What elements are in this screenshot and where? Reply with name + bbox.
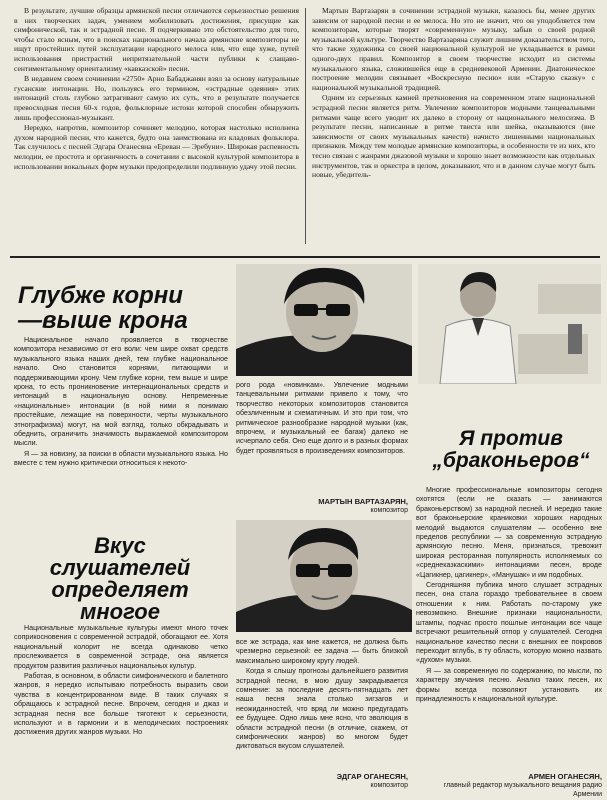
article2-headline (20, 535, 220, 623)
headline-line: Я против (459, 427, 563, 450)
paragraph: все же эстрада, как мне кажется, не должна быть чрезмерно серьезной: ее задача — быть близкой максимально широкому кругу людей. (236, 638, 408, 665)
top-column-2 (312, 6, 595, 250)
article1-column-2 (236, 381, 408, 493)
paragraph: Национальные музыкальные культуры имеют много точек соприкосновения с современной эстрадой, обогащают ее. Хотя национальный колорит не всегда одинаково четко прослеживается в современной эстраде, она является продуктом развития различных национальных культур. (14, 624, 228, 670)
article3-signature (416, 772, 602, 800)
headline-line: Глубже корни (18, 282, 183, 309)
author-name: МАРТЫН ВАРТАЗАРЯН, (318, 497, 408, 506)
article1-column-1 (14, 336, 228, 526)
section-divider (10, 256, 600, 258)
article2-signature (236, 772, 408, 790)
article3-body (416, 486, 602, 770)
paragraph: Национальное начало проявляется в творчестве композитора независимо от его воли: чем шире охват средств музыкального языка наших дней, тем глубже национальное начало. Оно становится корнями, питающими и поддерживающими крону. Чем глубже корни, тем выше и шире крона, то есть проникновение интернациональных средств и интонаций в национальную основу. Непременные «национальные» интонации (в ной ними я понимаю простейшие, лежащие на поверхности, черты музыкального этнографизма) могут, на мой взгляд, только обкрадывать и обеднить, ограничить значимость выражаемой композитором мысли. (14, 336, 228, 448)
headline-line: Вкус (94, 533, 146, 558)
author-photo-ohanesyan-edgar (236, 520, 412, 632)
article1-headline (18, 283, 228, 333)
paragraph: Нередко, напротив, композитор сочиняет мелодию, которая настолько исполнена духом народной песни, что кажется, будто она заимствована из кладовых фольклора. Так случилось с песней Эдгара Оганесяна «Ереван — Эребуни». Широкая распевность мелодии, ее простота и органичность в сочетании с высокой культурой композитора в использовании вокальных форм музыки предопределили подлинную удачу этой песни. (14, 123, 299, 171)
article2-column-2 (236, 638, 408, 770)
paragraph: рого рода «новинкам». Увлечение модными танцевальными ритмами привело к тому, что творчество некоторых композиторов становится обезличенным и схематичным. И это при том, что ритмическое разнообразие народной музыки (как, впрочем, и музыкальный ее багаж) далеко не исчерпало себя. Оно еще долго и в разных формах будет проявляться в произведениях композиторов. (236, 381, 408, 455)
author-role: композитор (370, 507, 408, 515)
headline-line: слушателей (49, 555, 191, 580)
article3-headline (420, 428, 602, 472)
paragraph: Мартын Вартазарян в сочинении эстрадной музыки, казалось бы, менее других зависим от народной песни и ее мелоса. Но это не значит, что он уподобляется тем композиторам, которые творят «современную» музыку, забыв о своей родной музыкальной культуре. Творчество Вартазаряна служит лишним доказательством того, что также художника со своей национальной культурой не укладывается в рамки одного-двух правил. Композитор в своем творчестве исходит из системы музыкального языка, сложившейся еще в средневековой Армении. Диатоническое построение мелодии связывает «Воскресную песню» или «Старую сказку» с национальной музыкальной традицией. (312, 6, 595, 92)
author-photo-ohanesyan-armen (418, 264, 601, 384)
article2-column-1 (14, 624, 228, 794)
headline-line: —выше крона (18, 307, 188, 335)
headline-line: „браконьеров“ (432, 449, 590, 473)
author-role: главный редактор музыкального вещания радио Армении (443, 782, 602, 799)
top-column-1 (14, 6, 299, 250)
author-name: АРМЕН ОГАНЕСЯН, (528, 772, 602, 781)
paragraph: Сегодняшняя публика много слушает эстрадных песен, она стала гораздо требовательнее в своем отношении к ним. Работать по-старому уже невозможно. Внешние признаки национальности, штампы, подчас просто пошлые интонации все чаще встречают решительный отпор у слушателей. Сегодня национальное качество песни с внешних ее покровов переходит вглубь, в ту область, которую можно назвать «духом» музыки. (416, 581, 602, 665)
paragraph: Когда я слышу прогнозы дальнейшего развития эстрадной песни, в мою душу закрадывается сомнение: за последние десять-пятнадцать лет наша песня знала столько зигзагов и неожиданностей, что вряд ли можно предугадать ее будущее. Одно лишь мне ясно, что эволюция в области эстрадной песни (в отличие, скажем, от симфонических жанров) во многом будет диктоваться вкусом слушателей. (236, 667, 408, 751)
author-photo-vartazaryan (236, 264, 412, 376)
headline-line: многое (80, 599, 160, 624)
paragraph: В недавнем своем сочинении «2750» Арно Бабаджанян взял за основу натуральные гусанские интонации. Но, пользуясь его термином, «эстрадные одеяния» этих интонаций столь глубоко затрагивают самую их суть, что в результате получается превосходная песня 60-х годов, фольклорные истоки которой способен обнаружить лишь профессионал-музыкант. (14, 74, 299, 122)
paragraph: Работая, в основном, в области симфонического и балетного жанров, я нередко испытываю потребность выразить свои чувства в концентрированном виде. В таких случаях я обращаюсь к эстрадной песне. Впрочем, сегодня и джаз и эстрадная песня все больше тяготеют к серьезности, используют и в гармонии и в мелодических построениях достижения других жанров музыки. Но (14, 672, 228, 737)
paragraph: Одним из серьезных камней преткновения на современном этапе национальной эстрадной песни является ритм. Увлечение композиторов модными танцевальными ритмами чаще всего уводит их далеко в сторону от национального мелосизма. В результате песни, написанные в ритме твиста или шейка, оказываются (вне зависимости от своих музыкальных качеств) начисто лишенными национальных признаков. Между тем молодые армянские композиторы, в особенности те из них, кто тесно связан с жанрами джазовой музыки и хорошо знает возможности как отдельных инструментов, так и оркестра в целом, доказывают, что и в данном случае могут быть новые, убедитель- (312, 93, 595, 180)
column-divider (305, 8, 306, 244)
paragraph: Я — за новизну, за поиски в области музыкального языка. Но вместе с тем нужно критически относиться к некото- (14, 449, 228, 468)
paragraph: Многие профессиональные композиторы сегодня охотятся (если не сказать — занимаются браконьерством) за народной песней. И нередко такие вот браконьерские краниковки хороших народных мелодий выдаются слушателям — особенно вне пределов республики — за современную эстрадную армянскую песню. Меня, признаться, тревожит широкая ресторанная популярность исполняемых со «среднеказкаскими» интонациями песен, вроде «Цагикнер, цагикнер», «Манушак» и им подобных. (416, 486, 602, 579)
author-name: ЭДГАР ОГАНЕСЯН, (336, 772, 408, 781)
paragraph: Я — за современную по содержанию, по мысли, по характеру звучания песню. Анализ таких песен, их формы всегда позволяют установить их принадлежность к национальной культуре. (416, 666, 602, 703)
paragraph: В результате, лучшие образцы армянской песни отличаются серьезностью решения в них творческих задач, умением мобилизовать достижения, присущие как симфонической, так и эстрадной песне. Я подчеркиваю это обстоятельство для того, чтобы стало ясным, что в поисках национального начала армянские композиторы не ищут простейших путей эксплуатации народного мелоса или, что еще хуже, путей использования пристрастий непритязательной части публики к слащаво-сентиментальному ориентализму «кавказской» песни. (14, 6, 299, 73)
headline-line: определяет (51, 577, 189, 602)
article1-signature (236, 497, 408, 515)
author-role: композитор (370, 782, 408, 790)
